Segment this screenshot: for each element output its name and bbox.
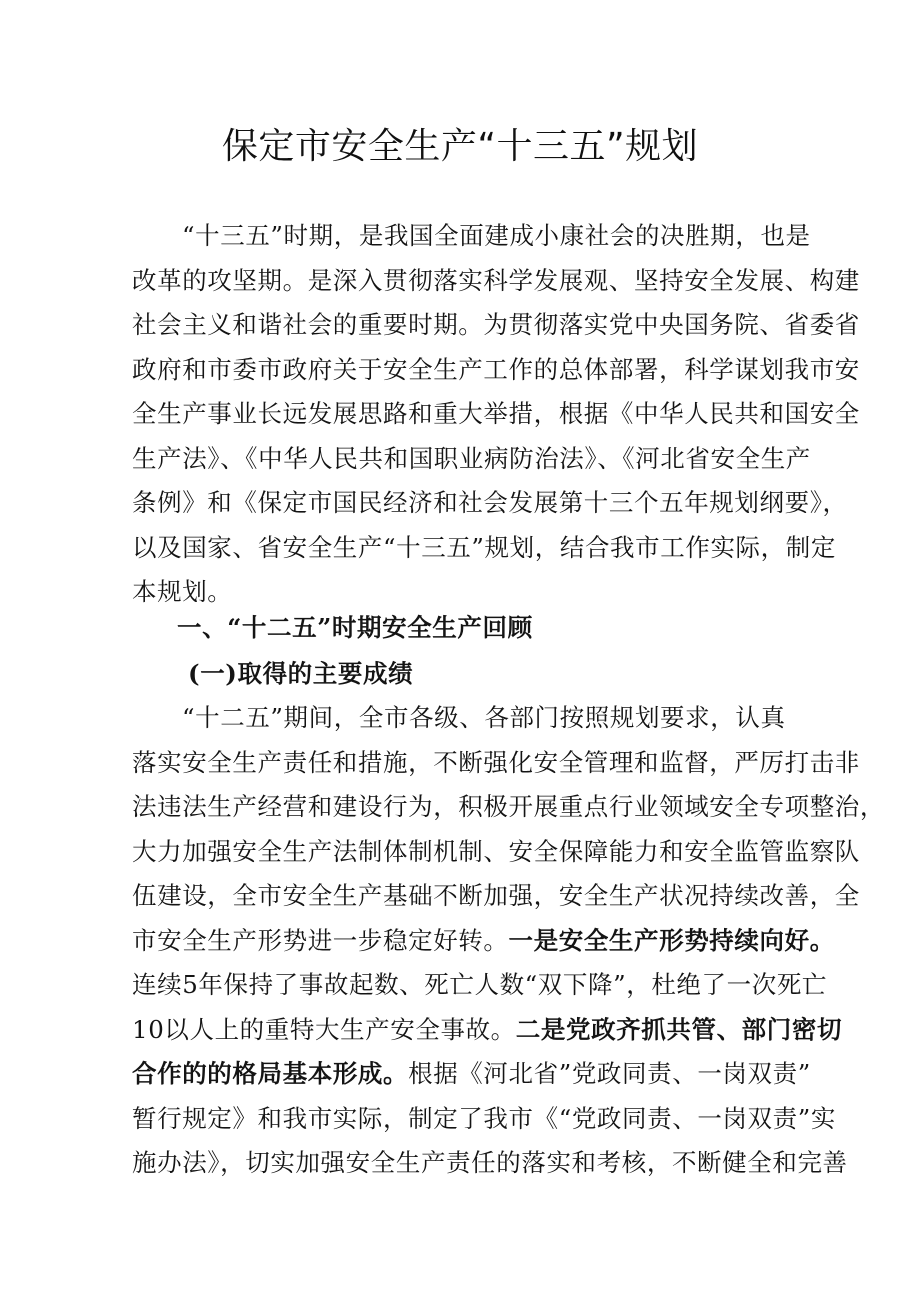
paragraph-line: [132, 1052, 811, 1097]
intro-paragraph: [132, 214, 860, 615]
achievements-paragraph: [132, 696, 885, 1186]
paragraph-line: 连续5年保持了事故起数、死亡人数“双下降”，杜绝了一次死亡: [132, 970, 828, 999]
paragraph-line: [132, 1008, 843, 1053]
paragraph-line: 伍建设，全市安全生产基础不断加强，安全生产状况持续改善，全: [132, 881, 860, 910]
paragraph-line: 改革的攻坚期。是深入贯彻落实科学发展观、坚持安全发展、构建: [132, 265, 860, 295]
line-text: 市安全生产形势进一步稳定好转。: [132, 925, 509, 955]
subsection-heading: (一)取得的主要成绩: [188, 659, 414, 688]
bold-highlight: 二是党政齐抓共管、部门密切: [515, 1014, 843, 1044]
bold-highlight: 一是安全生产形势持续向好。: [508, 925, 835, 955]
line-text: 10以人上的重特大生产安全事故。: [132, 1014, 516, 1044]
line-text: 根据《河北省”党政同责、一岗双责”: [408, 1059, 811, 1088]
paragraph-line: 法违法生产经营和建设行为，积极开展重点行业领域安全专项整治，: [132, 792, 885, 821]
paragraph-line: “十三五”时期，是我国全面建成小康社会的决胜期，也是: [182, 221, 811, 250]
paragraph-line: [132, 919, 835, 964]
paragraph-line: 本规划。: [132, 577, 233, 606]
section-heading: 一、“十二五”时期安全生产回顾: [177, 613, 533, 642]
paragraph-line: 落实安全生产责任和措施，不断强化安全管理和监督，严厉打击非: [132, 747, 860, 777]
paragraph-line: 暂行规定》和我市实际，制定了我市《“党政同责、一岗双责”实: [132, 1103, 836, 1133]
bold-highlight: 合作的的格局基本形成。: [132, 1059, 409, 1088]
paragraph-line: 以及国家、省安全生产“十三五”规划，结合我市工作实际，制定: [132, 532, 836, 562]
paragraph-line: “十二五”期间，全市各级、各部门按照规划要求，认真: [182, 703, 786, 732]
paragraph-line: 社会主义和谐社会的重要时期。为贯彻落实党中央国务院、省委省: [132, 310, 860, 339]
paragraph-line: 施办法》，切实加强安全生产责任的落实和考核，不断健全和完善: [132, 1148, 848, 1177]
document-title: 保定市安全生产“十三五”规划: [221, 126, 699, 167]
paragraph-line: 大力加强安全生产法制体制机制、安全保障能力和安全监管监察队: [132, 836, 860, 866]
paragraph-line: 全生产事业长远发展思路和重大举措，根据《中华人民共和国安全: [132, 399, 860, 428]
paragraph-line: 条例》和《保定市国民经济和社会发展第十三个五年规划纲要》，: [132, 488, 848, 517]
paragraph-line: 生产法》、《中华人民共和国职业病防治法》、《河北省安全生产: [132, 443, 811, 473]
paragraph-line: 政府和市委市政府关于安全生产工作的总体部署，科学谋划我市安: [132, 354, 860, 384]
